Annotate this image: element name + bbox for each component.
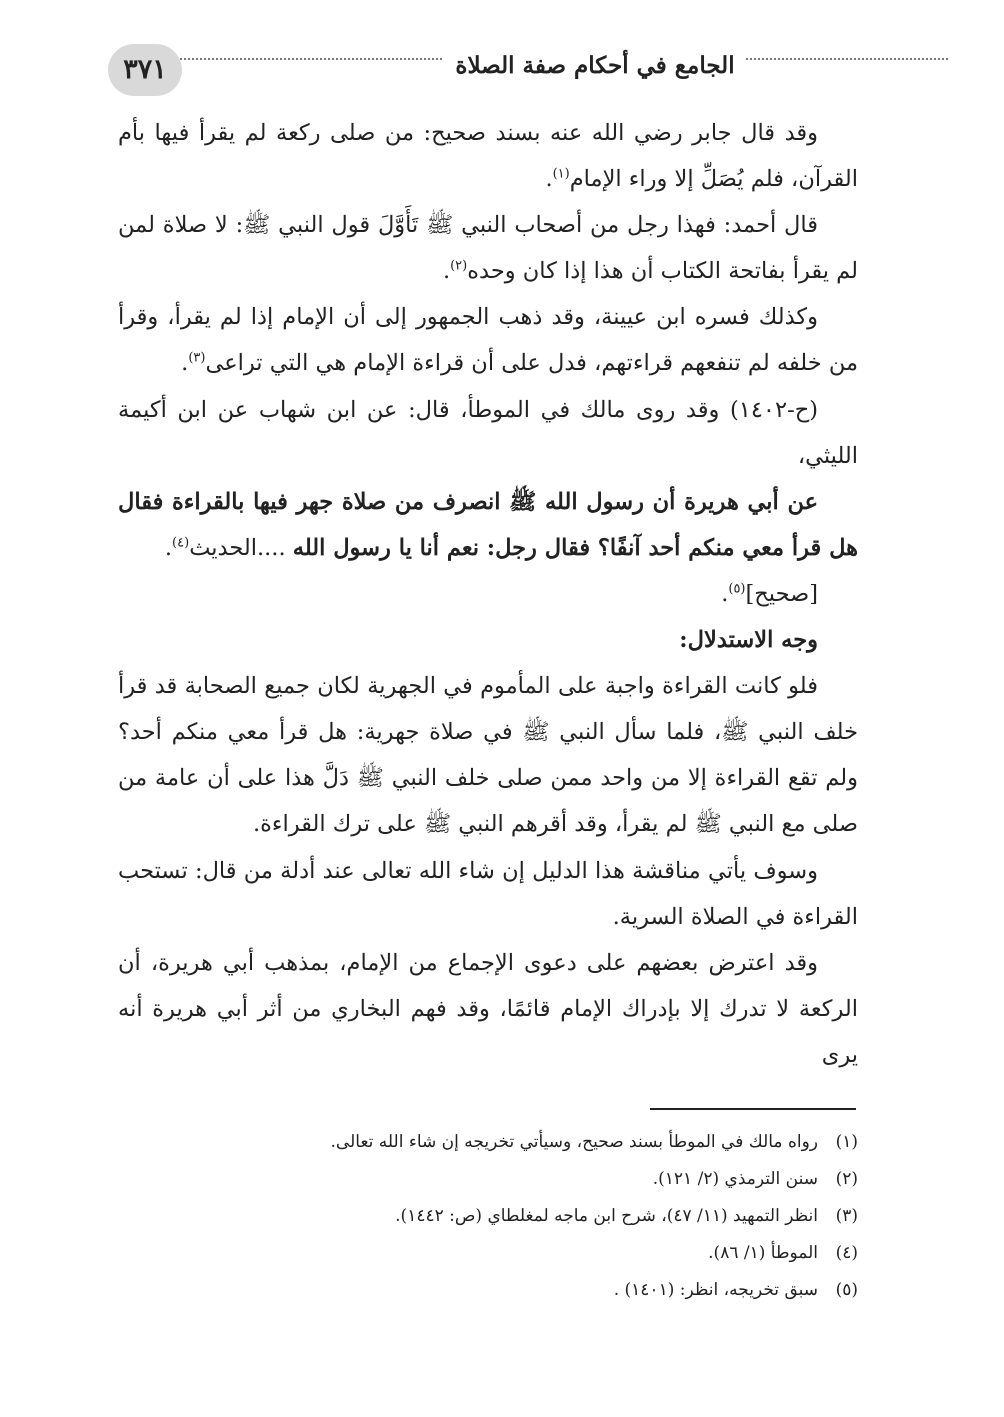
header-dotted-rule-right: [746, 58, 948, 60]
page-number: ٣٧١: [108, 44, 182, 96]
footnotes: [118, 1124, 858, 1309]
footnote-ref: (٥): [728, 581, 746, 597]
header-title: الجامع في أحكام صفة الصلاة: [455, 52, 735, 79]
paragraph: وقد قال جابر رضي الله عنه بسند صحيح: من صلى ركعة لم يقرأ فيها بأم القرآن، فلم يُصَلِّ إلا وراء الإمام$^{(١)}$.: [118, 120, 858, 193]
header-dotted-rule-left: [180, 58, 442, 60]
section-heading: وجه الاستدلال:: [679, 627, 818, 654]
paragraph: وسوف يأتي مناقشة هذا الدليل إن شاء الله تعالى عند أدلة من قال: تستحب القراءة في الصلاة السرية.: [118, 857, 858, 930]
footnote-ref: (١): [552, 166, 570, 182]
footnote: (١)رواه مالك في الموطأ بسند صحيح، وسيأتي تخريجه إن شاء الله تعالى.: [330, 1132, 858, 1152]
footnote-ref: (٣): [188, 350, 206, 366]
hadith-text: عن أبي هريرة أن رسول الله ﷺ انصرف من صلاة جهر فيها بالقراءة فقال هل قرأ معي منكم أحد آنفًا؟ فقال رجل: نعم أنا يا رسول الله ....الحديث$^{(٤)}$.: [118, 488, 858, 561]
footnote: (٣)انظر التمهيد (١١/ ٤٧)، شرح ابن ماجه لمغلطاي (ص: ١٤٤٢).: [395, 1206, 858, 1226]
page-header: [108, 40, 848, 104]
grading: [صحيح]$^{(٥)}$.: [721, 580, 818, 607]
paragraph: (ح-١٤٠٢) وقد روى مالك في الموطأ، قال: عن ابن شهاب عن ابن أكيمة الليثي،: [118, 396, 858, 469]
footnote-divider: [650, 1108, 856, 1110]
footnote: (٥)سبق تخريجه، انظر: (١٤٠١) .: [613, 1280, 858, 1300]
paragraph: قال أحمد: فهذا رجل من أصحاب النبي ﷺ تَأَوَّلَ قول النبي ﷺ: لا صلاة لمن لم يقرأ بفاتحة الكتاب أن هذا إذا كان وحده$^{(٢)}$.: [118, 212, 858, 285]
footnote: (٢)سنن الترمذي (٢/ ١٢١).: [652, 1169, 858, 1189]
paragraph: فلو كانت القراءة واجبة على المأموم في الجهرية لكان جميع الصحابة قد قرأ خلف النبي ﷺ، فلما سأل النبي ﷺ في صلاة جهرية: هل قرأ معي منكم أحد؟ ولم تقع القراءة إلا من واحد ممن صلى خلف النبي ﷺ دَلَّ هذا على أن عامة من صلى مع النبي ﷺ لم يقرأ، وقد أقرهم النبي ﷺ على ترك القراءة.: [118, 673, 858, 838]
footnote: (٤)الموطأ (١/ ٨٦).: [708, 1243, 858, 1263]
paragraph: وقد اعترض بعضهم على دعوى الإجماع من الإمام، بمذهب أبي هريرة، أن الركعة لا تدرك إلا بإدراك الإمام قائمًا، وقد فهم البخاري من أثر أبي هريرة أنه يرى: [118, 949, 858, 1068]
paragraph: وكذلك فسره ابن عيينة، وقد ذهب الجمهور إلى أن الإمام إذا لم يقرأ، وقرأ من خلفه لم تنفعهم قراءتهم، فدل على أن قراءة الإمام هي التي تراعى$^{(٣)}$.: [118, 304, 858, 377]
footnote-ref: (٤): [172, 535, 190, 551]
footnote-ref: (٢): [450, 258, 468, 274]
main-text: [118, 110, 858, 1078]
